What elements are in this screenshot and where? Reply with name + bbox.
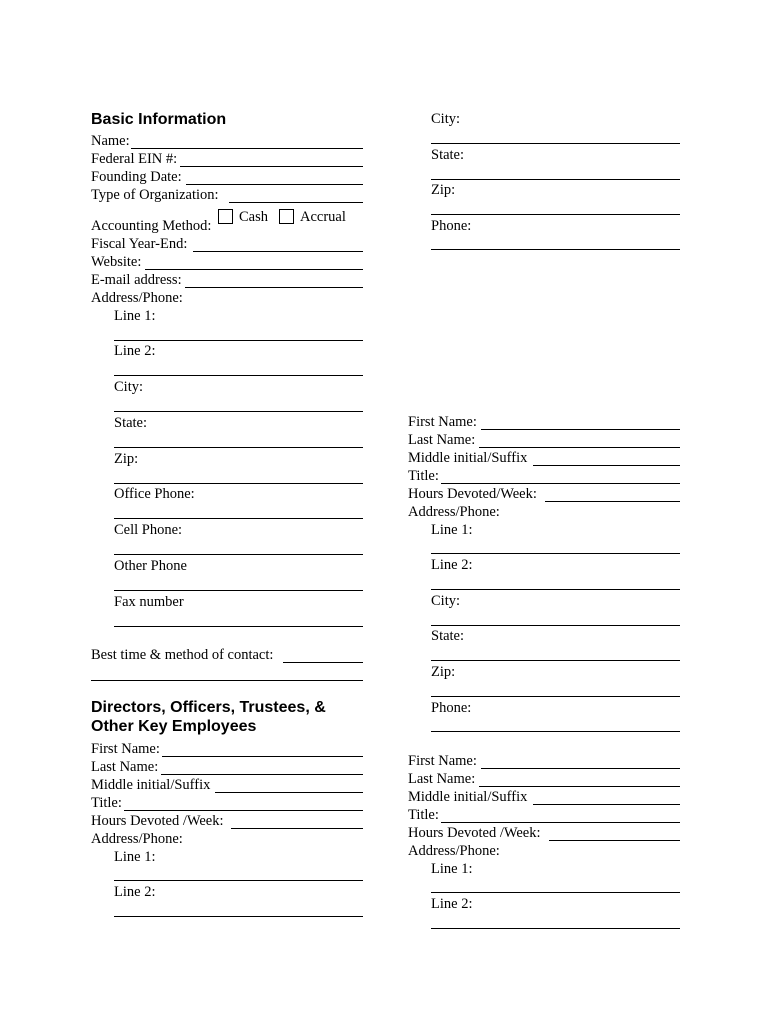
p2-line2-label: Line 2: [431, 557, 473, 573]
cell-phone-label: Cell Phone: [114, 522, 183, 538]
zip-label: Zip: [114, 451, 139, 467]
best-time-field-line2[interactable] [91, 680, 363, 681]
best-time-field[interactable] [283, 662, 363, 663]
right-phone-field[interactable] [431, 249, 680, 250]
line2-label: Line 2: [114, 343, 156, 359]
founding-date-field[interactable] [186, 184, 363, 185]
p2-state-field[interactable] [431, 660, 680, 661]
director-last-name-label: Last Name: [91, 759, 159, 775]
p2-phone-field[interactable] [431, 731, 680, 732]
director-line1-field[interactable] [114, 880, 363, 881]
website-label: Website: [91, 254, 142, 270]
name-label: Name: [91, 133, 130, 149]
p2-hours-field[interactable] [545, 501, 680, 502]
state-label: State: [114, 415, 148, 431]
zip-field[interactable] [114, 483, 363, 484]
right-zip-label: Zip: [431, 182, 456, 198]
p3-hours-label: Hours Devoted /Week: [408, 825, 541, 841]
cash-checkbox[interactable] [218, 209, 233, 224]
right-city-label: City: [431, 111, 461, 127]
director-line2-label: Line 2: [114, 884, 156, 900]
p2-state-label: State: [431, 628, 465, 644]
p2-middle-field[interactable] [533, 465, 680, 466]
director-address-phone-label: Address/Phone: [91, 831, 183, 847]
accrual-checkbox[interactable] [279, 209, 294, 224]
p2-line1-field[interactable] [431, 553, 680, 554]
city-field[interactable] [114, 411, 363, 412]
director-middle-label: Middle initial/Suffix [91, 777, 211, 793]
director-first-name-label: First Name: [91, 741, 160, 757]
p2-line1-label: Line 1: [431, 522, 473, 538]
director-last-name-field[interactable] [161, 774, 363, 775]
office-phone-label: Office Phone: [114, 486, 195, 502]
website-field[interactable] [145, 269, 363, 270]
directors-heading-line1: Directors, Officers, Trustees, & [91, 699, 326, 716]
director-line1-label: Line 1: [114, 849, 156, 865]
director-hours-field[interactable] [231, 828, 363, 829]
p3-first-name-label: First Name: [408, 753, 477, 769]
p2-city-label: City: [431, 593, 461, 609]
p3-hours-field[interactable] [549, 840, 680, 841]
p2-address-phone-label: Address/Phone: [408, 504, 500, 520]
email-field[interactable] [185, 287, 363, 288]
federal-ein-field[interactable] [180, 166, 363, 167]
right-phone-label: Phone: [431, 218, 472, 234]
p3-line2-label: Line 2: [431, 896, 473, 912]
name-field[interactable] [131, 148, 363, 149]
p2-zip-field[interactable] [431, 696, 680, 697]
p3-line1-field[interactable] [431, 892, 680, 893]
other-phone-field[interactable] [114, 590, 363, 591]
other-phone-label: Other Phone [114, 558, 187, 574]
cell-phone-field[interactable] [114, 554, 363, 555]
director-title-field[interactable] [124, 810, 363, 811]
directors-heading-line2: Other Key Employees [91, 718, 257, 735]
fax-number-label: Fax number [114, 594, 184, 610]
p3-middle-field[interactable] [533, 804, 680, 805]
accrual-label: Accrual [300, 209, 346, 225]
email-label: E-mail address: [91, 272, 182, 288]
right-state-label: State: [431, 147, 465, 163]
type-of-organization-field[interactable] [229, 202, 363, 203]
line2-field[interactable] [114, 375, 363, 376]
right-zip-field[interactable] [431, 214, 680, 215]
city-label: City: [114, 379, 144, 395]
basic-information-heading: Basic Information [91, 111, 227, 128]
p3-address-phone-label: Address/Phone: [408, 843, 500, 859]
director-title-label: Title: [91, 795, 122, 811]
fiscal-year-end-label: Fiscal Year-End: [91, 236, 188, 252]
p2-city-field[interactable] [431, 625, 680, 626]
p3-title-field[interactable] [441, 822, 680, 823]
p3-middle-label: Middle initial/Suffix [408, 789, 528, 805]
p2-last-name-field[interactable] [479, 447, 680, 448]
fax-number-field[interactable] [114, 626, 363, 627]
p3-last-name-label: Last Name: [408, 771, 476, 787]
director-first-name-field[interactable] [162, 756, 363, 757]
p2-middle-label: Middle initial/Suffix [408, 450, 528, 466]
p2-first-name-field[interactable] [481, 429, 680, 430]
p3-last-name-field[interactable] [479, 786, 680, 787]
fiscal-year-end-field[interactable] [193, 251, 363, 252]
director-hours-label: Hours Devoted /Week: [91, 813, 224, 829]
p3-line2-field[interactable] [431, 928, 680, 929]
type-of-organization-label: Type of Organization: [91, 187, 219, 203]
p2-hours-label: Hours Devoted/Week: [408, 486, 537, 502]
director-line2-field[interactable] [114, 916, 363, 917]
p2-title-label: Title: [408, 468, 439, 484]
p3-first-name-field[interactable] [481, 768, 680, 769]
right-city-field[interactable] [431, 143, 680, 144]
p2-first-name-label: First Name: [408, 414, 477, 430]
address-phone-label: Address/Phone: [91, 290, 183, 306]
p2-title-field[interactable] [441, 483, 680, 484]
right-state-field[interactable] [431, 179, 680, 180]
p3-line1-label: Line 1: [431, 861, 473, 877]
founding-date-label: Founding Date: [91, 169, 182, 185]
line1-label: Line 1: [114, 308, 156, 324]
p2-zip-label: Zip: [431, 664, 456, 680]
office-phone-field[interactable] [114, 518, 363, 519]
p3-title-label: Title: [408, 807, 439, 823]
federal-ein-label: Federal EIN #: [91, 151, 178, 167]
cash-label: Cash [239, 209, 268, 225]
best-time-label: Best time & method of contact: [91, 647, 274, 663]
p2-line2-field[interactable] [431, 589, 680, 590]
director-middle-field[interactable] [215, 792, 363, 793]
p2-phone-label: Phone: [431, 700, 472, 716]
accounting-method-label: Accounting Method: [91, 218, 212, 234]
p2-last-name-label: Last Name: [408, 432, 476, 448]
line1-field[interactable] [114, 340, 363, 341]
state-field[interactable] [114, 447, 363, 448]
